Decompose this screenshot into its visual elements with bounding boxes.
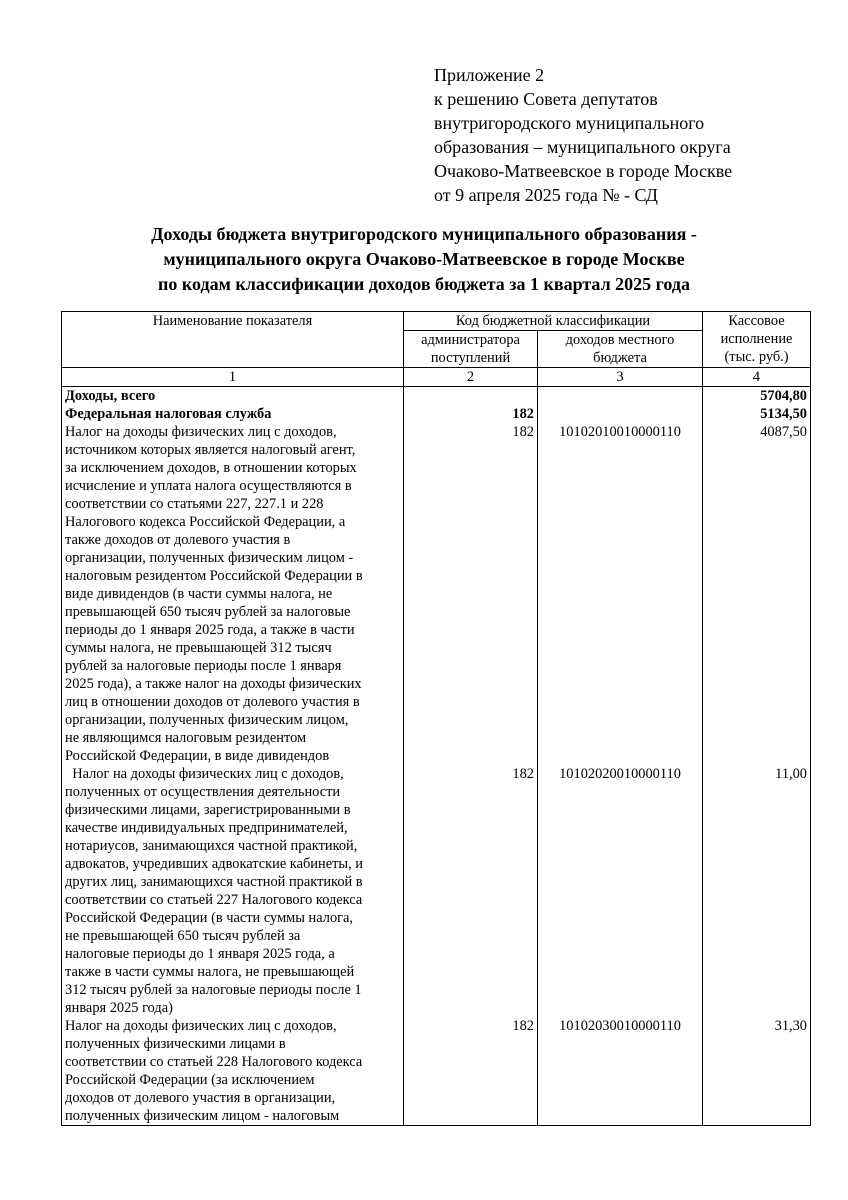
row-name-line: Российской Федерации (в части суммы налога, bbox=[65, 910, 354, 926]
appendix-line: к решению Совета депутатов bbox=[434, 89, 658, 109]
row-name-line: нотариусов, занимающихся частной практикой, bbox=[65, 838, 358, 854]
row-name-line: не являющимся налоговым резидентом bbox=[65, 730, 307, 746]
row-name-line: 312 тысяч рублей за налоговые периоды после 1 bbox=[65, 982, 362, 998]
row-name-line: Налог на доходы физических лиц с доходов, bbox=[65, 1018, 337, 1034]
row-name-line: Российской Федерации (за исключением bbox=[65, 1072, 315, 1088]
row-indicator-name bbox=[62, 765, 404, 1017]
row-amount: 5134,50 bbox=[703, 405, 811, 423]
row-name-line: периоды до 1 января 2025 года, а также в части bbox=[65, 622, 355, 638]
appendix-line: Приложение 2 bbox=[434, 65, 545, 85]
row-name-line: 2025 года), а также налог на доходы физических bbox=[65, 676, 362, 692]
row-name-line: Федеральная налоговая служба bbox=[65, 406, 272, 422]
row-name-line: Налог на доходы физических лиц с доходов, bbox=[65, 766, 344, 782]
table-row bbox=[62, 405, 811, 423]
header-admin-line: администратора bbox=[421, 332, 520, 348]
column-number: 1 bbox=[62, 368, 404, 387]
row-name-line: января 2025 года) bbox=[65, 1000, 173, 1016]
row-amount: 4087,50 bbox=[703, 423, 811, 765]
row-name-line: полученных физическими лицами в bbox=[65, 1036, 286, 1052]
header-amount-line: (тыс. руб.) bbox=[724, 349, 789, 365]
row-budget-code: 10102030010000110 bbox=[538, 1017, 703, 1126]
row-name-line: исчисление и уплата налога осуществляются в bbox=[65, 478, 352, 494]
row-name-line: за исключением доходов, в отношении которых bbox=[65, 460, 357, 476]
table-body bbox=[62, 387, 811, 1126]
title-line: по кодам классификации доходов бюджета за 1 квартал 2025 года bbox=[158, 274, 690, 294]
row-name-line: виде дивидендов (в части суммы налога, не bbox=[65, 586, 333, 602]
row-name-line: налоговые периоды до 1 января 2025 года, а bbox=[65, 946, 335, 962]
document-title bbox=[0, 222, 848, 297]
title-line: Доходы бюджета внутригородского муниципального образования - bbox=[151, 224, 697, 244]
header-local bbox=[538, 331, 703, 368]
row-amount: 11,00 bbox=[703, 765, 811, 1017]
row-admin-code: 182 bbox=[404, 1017, 538, 1126]
row-name-line: превышающей 650 тысяч рублей за налоговые bbox=[65, 604, 351, 620]
row-name-line: налоговым резидентом Российской Федерации в bbox=[65, 568, 363, 584]
row-name-line: суммы налога, не превышающей 312 тысяч bbox=[65, 640, 332, 656]
row-indicator-name bbox=[62, 405, 404, 423]
header-code-group: Код бюджетной классификации bbox=[404, 312, 703, 331]
row-name-line: также доходов от долевого участия в bbox=[65, 532, 291, 548]
table-row bbox=[62, 1017, 811, 1126]
row-budget-code bbox=[538, 387, 703, 406]
row-name-line: рублей за налоговые периоды после 1 января bbox=[65, 658, 342, 674]
column-number: 3 bbox=[538, 368, 703, 387]
row-name-line: адвокатов, учредивших адвокатские кабинеты, и bbox=[65, 856, 363, 872]
row-budget-code: 10102020010000110 bbox=[538, 765, 703, 1017]
row-name-line: соответствии со статьей 227 Налогового кодекса bbox=[65, 892, 363, 908]
row-budget-code: 10102010010000110 bbox=[538, 423, 703, 765]
header-local-line: бюджета bbox=[593, 350, 647, 366]
header-name: Наименование показателя bbox=[62, 312, 404, 368]
appendix-line: Очаково-Матвеевское в городе Москве bbox=[434, 161, 733, 181]
row-admin-code: 182 bbox=[404, 765, 538, 1017]
header-admin bbox=[404, 331, 538, 368]
appendix-block bbox=[434, 63, 834, 207]
appendix-line: внутригородского муниципального bbox=[434, 113, 705, 133]
row-name-line: качестве индивидуальных предпринимателей, bbox=[65, 820, 348, 836]
row-name-line: физическими лицами, зарегистрированными в bbox=[65, 802, 351, 818]
column-number: 4 bbox=[703, 368, 811, 387]
row-admin-code bbox=[404, 387, 538, 406]
appendix-line: образования – муниципального округа bbox=[434, 137, 731, 157]
header-admin-line: поступлений bbox=[430, 350, 511, 366]
table-row bbox=[62, 423, 811, 765]
row-admin-code: 182 bbox=[404, 423, 538, 765]
column-number: 2 bbox=[404, 368, 538, 387]
table-row bbox=[62, 765, 811, 1017]
column-number-row bbox=[62, 368, 811, 387]
row-name-line: Налогового кодекса Российской Федерации, а bbox=[65, 514, 346, 530]
appendix-line: от 9 апреля 2025 года № - СД bbox=[434, 185, 658, 205]
header-local-line: доходов местного bbox=[565, 332, 675, 348]
row-name-line: соответствии со статьей 228 Налогового кодекса bbox=[65, 1054, 363, 1070]
row-name-line: полученных физическим лицом - налоговым bbox=[65, 1108, 340, 1124]
table-header-row bbox=[62, 312, 811, 331]
row-name-line: лиц в отношении доходов от долевого участия в bbox=[65, 694, 360, 710]
row-name-line: также в части суммы налога, не превышающей bbox=[65, 964, 355, 980]
row-indicator-name bbox=[62, 387, 404, 406]
row-name-line: Российской Федерации, в виде дивидендов bbox=[65, 748, 330, 764]
row-name-line: не превышающей 650 тысяч рублей за bbox=[65, 928, 301, 944]
row-name-line: полученных от осуществления деятельности bbox=[65, 784, 341, 800]
row-name-line: источником которых является налоговый агент, bbox=[65, 442, 356, 458]
row-indicator-name bbox=[62, 423, 404, 765]
row-name-line: соответствии со статьями 227, 227.1 и 228 bbox=[65, 496, 324, 512]
row-amount: 5704,80 bbox=[703, 387, 811, 406]
row-name-line: организации, полученных физическим лицом - bbox=[65, 550, 354, 566]
header-amount bbox=[703, 312, 811, 368]
table-row bbox=[62, 387, 811, 406]
row-indicator-name bbox=[62, 1017, 404, 1126]
row-name-line: организации, полученных физическим лицом, bbox=[65, 712, 349, 728]
row-name-line: доходов от долевого участия в организации, bbox=[65, 1090, 336, 1106]
row-name-line: Доходы, всего bbox=[65, 388, 156, 404]
row-name-line: Налог на доходы физических лиц с доходов, bbox=[65, 424, 337, 440]
row-admin-code: 182 bbox=[404, 405, 538, 423]
header-amount-line: Кассовое bbox=[728, 313, 785, 329]
title-line: муниципального округа Очаково-Матвеевское в городе Москве bbox=[163, 249, 685, 269]
row-budget-code bbox=[538, 405, 703, 423]
income-table bbox=[61, 311, 811, 1126]
header-amount-line: исполнение bbox=[720, 331, 793, 347]
row-amount: 31,30 bbox=[703, 1017, 811, 1126]
row-name-line: других лиц, занимающихся частной практикой в bbox=[65, 874, 363, 890]
